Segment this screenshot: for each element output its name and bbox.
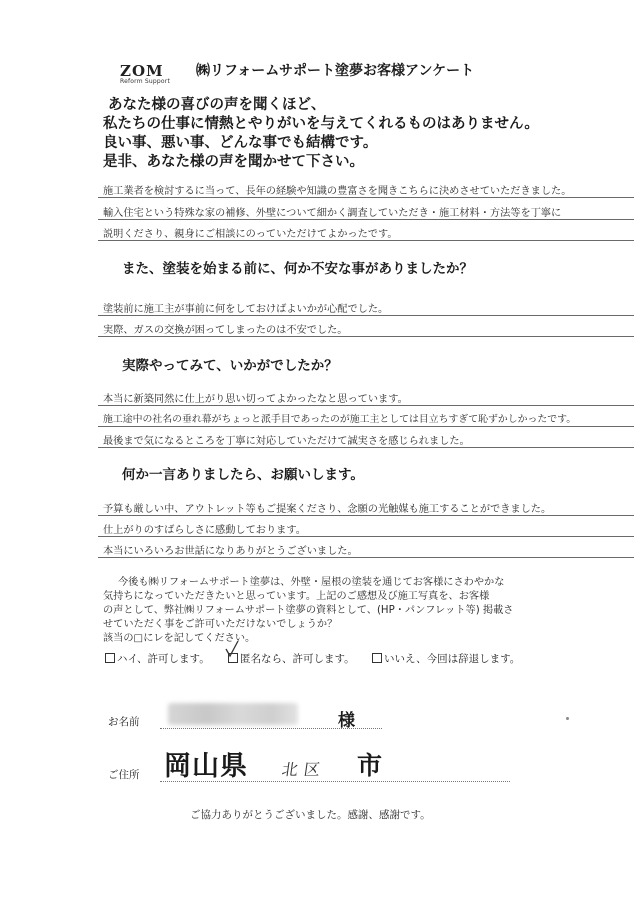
answer-1-line-3: 説明くださり、親身にご相談にのっていただけてよかったです。 bbox=[103, 229, 398, 240]
answer-3-line-2: 施工途中の社名の垂れ幕がちょっと派手目であったのが施工主としては目立ちすぎて恥ずかしかったです。 bbox=[103, 414, 577, 425]
closing-line-3: の声として、弊社㈱リフォームサポート塗夢の資料として、(HP・パンフレット等) 掲載さ bbox=[103, 605, 514, 616]
answer-rule bbox=[98, 557, 634, 558]
name-label: お名前 bbox=[108, 716, 140, 728]
logo-subtitle: Reform Support bbox=[120, 78, 171, 85]
thanks-message: ご協力ありがとうございました。感謝、感謝です。 bbox=[190, 809, 431, 821]
answer-rule bbox=[98, 426, 634, 427]
answer-3-line-3: 最後まで気になるところを丁寧に対応していただけて誠実さを感じられました。 bbox=[103, 436, 470, 447]
answer-rule bbox=[98, 515, 634, 516]
question-4: 何か一言ありましたら、お願いします。 bbox=[122, 467, 364, 483]
answer-rule bbox=[98, 315, 634, 316]
answer-4-line-1: 予算も厳しい中、アウトレット等もご提案くださり、念願の光触媒も施工することができました。 bbox=[103, 504, 552, 515]
option-yes-label: ハイ、許可します。 bbox=[117, 653, 210, 665]
redacted-name bbox=[168, 703, 298, 725]
answer-rule bbox=[98, 240, 634, 241]
closing-line-1: 今後も㈱リフォームサポート塗夢は、外壁・屋根の塗装を通じてお客様にさわやかな bbox=[118, 577, 505, 588]
intro-line-4: 是非、あなた様の声を聞かせて下さい。 bbox=[103, 154, 364, 170]
checkbox-no[interactable] bbox=[372, 653, 382, 663]
name-underline bbox=[160, 728, 382, 729]
answer-2-line-1: 塗装前に施工主が事前に何をしておけばよいかが心配でした。 bbox=[103, 304, 389, 315]
option-no-label: いいえ、今回は辞退します。 bbox=[384, 653, 521, 665]
option-yes[interactable] bbox=[105, 651, 210, 666]
question-3: 実際やってみて、いかがでしたか？ bbox=[122, 358, 338, 374]
option-anonymous-label: 匿名なら、許可します。 bbox=[240, 653, 355, 665]
intro-line-1: あなた様の喜びの声を聞くほど、 bbox=[108, 97, 326, 113]
address-prefecture: 岡山県 bbox=[164, 751, 248, 782]
option-anonymous[interactable] bbox=[228, 651, 355, 666]
answer-rule bbox=[98, 405, 634, 406]
answer-1-line-1: 施工業者を検討するに当って、長年の経験や知識の豊富さを聞きこちらに決めさせていただきました。 bbox=[103, 186, 572, 197]
address-ward: 北区 bbox=[280, 760, 328, 779]
answer-rule bbox=[98, 336, 634, 337]
checkbox-yes[interactable] bbox=[105, 653, 115, 663]
answer-rule bbox=[98, 219, 634, 220]
address-city: 市 bbox=[357, 751, 383, 780]
company-logo bbox=[120, 62, 174, 88]
answer-1-line-2: 輸入住宅という特殊な家の補修、外壁について細かく調査していただき・施工材料・方法等を丁寧に bbox=[103, 208, 562, 219]
answer-4-line-2: 仕上がりのすばらしさに感動しております。 bbox=[103, 525, 306, 536]
answer-3-line-1: 本当に新築同然に仕上がり思い切ってよかったなと思っています。 bbox=[103, 394, 408, 405]
check-mark-icon bbox=[225, 640, 239, 658]
address-label: ご住所 bbox=[108, 769, 140, 781]
scan-speck bbox=[566, 717, 569, 720]
answer-rule bbox=[98, 536, 634, 537]
name-suffix: 様 bbox=[338, 711, 355, 731]
logo-mark: ZOM bbox=[120, 62, 164, 80]
closing-line-4: せていただく事をご許可いただけないでしょうか？ bbox=[103, 619, 338, 630]
option-no[interactable] bbox=[372, 651, 520, 666]
question-2: また、塗装を始まる前に、何か不安な事がありましたか？ bbox=[122, 261, 473, 277]
closing-line-5: 該当の□にレを記してください。 bbox=[103, 633, 256, 644]
answer-4-line-3: 本当にいろいろお世話になりありがとうございました。 bbox=[103, 546, 358, 557]
intro-line-3: 良い事、悪い事、どんな事でも結構です。 bbox=[103, 135, 378, 151]
answer-rule bbox=[98, 447, 634, 448]
intro-line-2: 私たちの仕事に情熱とやりがいを与えてくれるものはありません。 bbox=[103, 116, 539, 132]
address-underline bbox=[160, 781, 510, 782]
answer-rule bbox=[98, 197, 634, 198]
survey-title: ㈱リフォームサポート塗夢お客様アンケート bbox=[196, 63, 475, 79]
answer-2-line-2: 実際、ガスの交換が困ってしまったのは不安でした。 bbox=[103, 325, 348, 336]
closing-line-2: 気持ちになっていただきたいと思っています。上記のご感想及び施工写真を、お客様 bbox=[103, 591, 490, 602]
